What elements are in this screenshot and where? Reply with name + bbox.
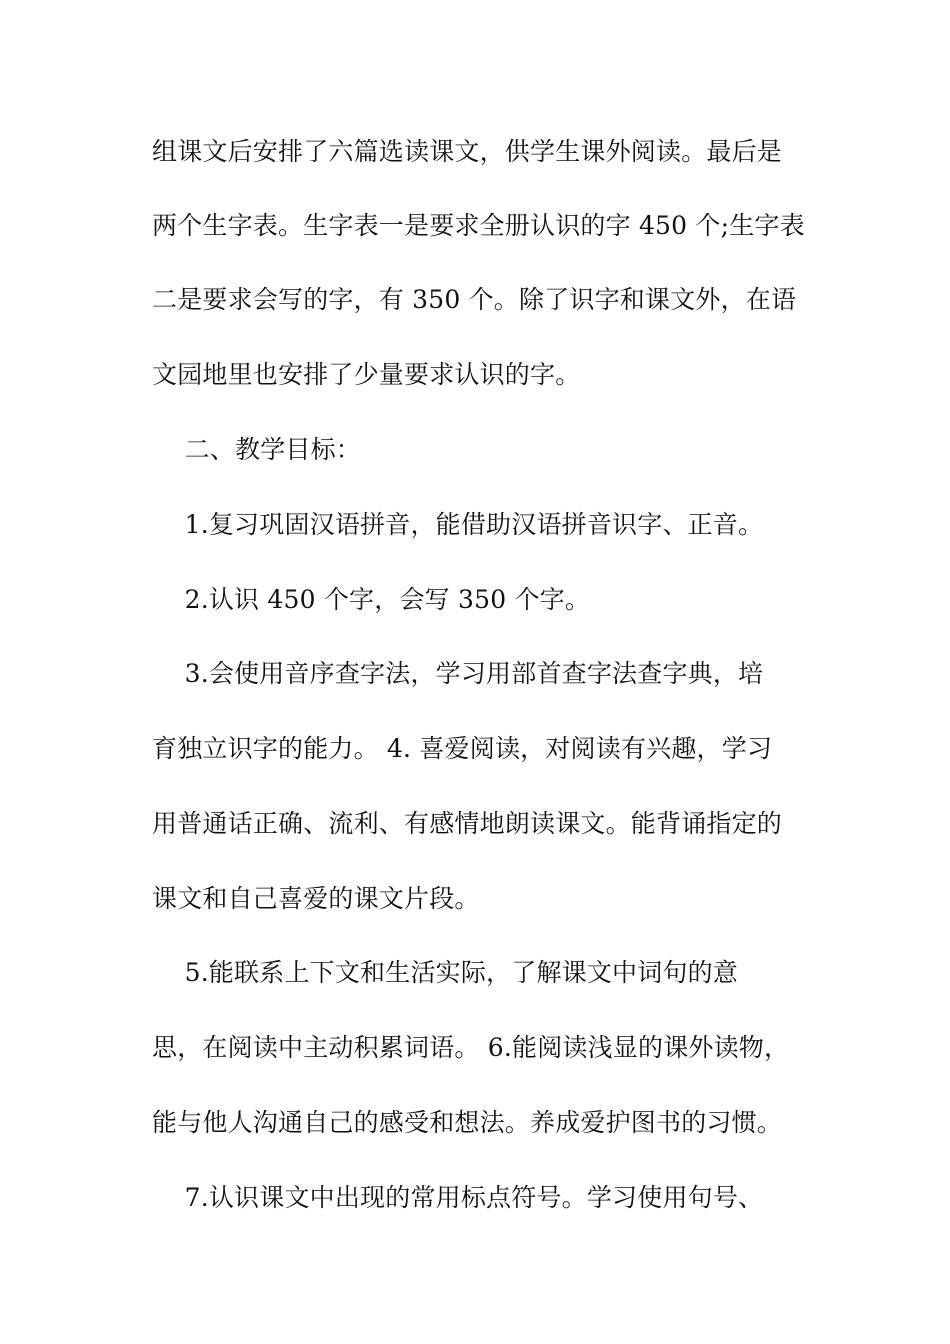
text-line: 组课文后安排了六篇选读课文，供学生课外阅读。最后是 bbox=[152, 137, 783, 166]
text-line: 能与他人沟通自己的感受和想法。养成爱护图书的习惯。 bbox=[152, 1108, 783, 1137]
text-line: 7.认识课文中出现的常用标点符号。学习使用句号、 bbox=[152, 1183, 764, 1212]
text-line: 3.会使用音序查字法，学习用部首查字法查字典，培 bbox=[152, 659, 764, 688]
text-line: 育独立识字的能力。 4. 喜爱阅读，对阅读有兴趣，学习 bbox=[152, 734, 773, 763]
text-line: 用普通话正确、流利、有感情地朗读课文。能背诵指定的 bbox=[152, 809, 783, 838]
text-line: 二是要求会写的字，有 350 个。除了识字和课文外，在语 bbox=[152, 285, 797, 314]
text-line: 课文和自己喜爱的课文片段。 bbox=[152, 884, 480, 913]
section-heading: 二、教学目标： bbox=[152, 435, 361, 464]
text-line: 1.复习巩固汉语拼音，能借助汉语拼音识字、正音。 bbox=[152, 510, 764, 539]
text-line: 思，在阅读中主动积累词语。 6.能阅读浅显的课外读物， bbox=[152, 1033, 790, 1062]
text-line: 2.认识 450 个字，会写 350 个字。 bbox=[152, 585, 591, 614]
text-line: 文园地里也安排了少量要求认识的字。 bbox=[152, 360, 581, 389]
text-line: 5.能联系上下文和生活实际，了解课文中词句的意 bbox=[152, 958, 739, 987]
text-line: 两个生字表。生字表一是要求全册认识的字 450 个;生字表 bbox=[152, 211, 805, 240]
